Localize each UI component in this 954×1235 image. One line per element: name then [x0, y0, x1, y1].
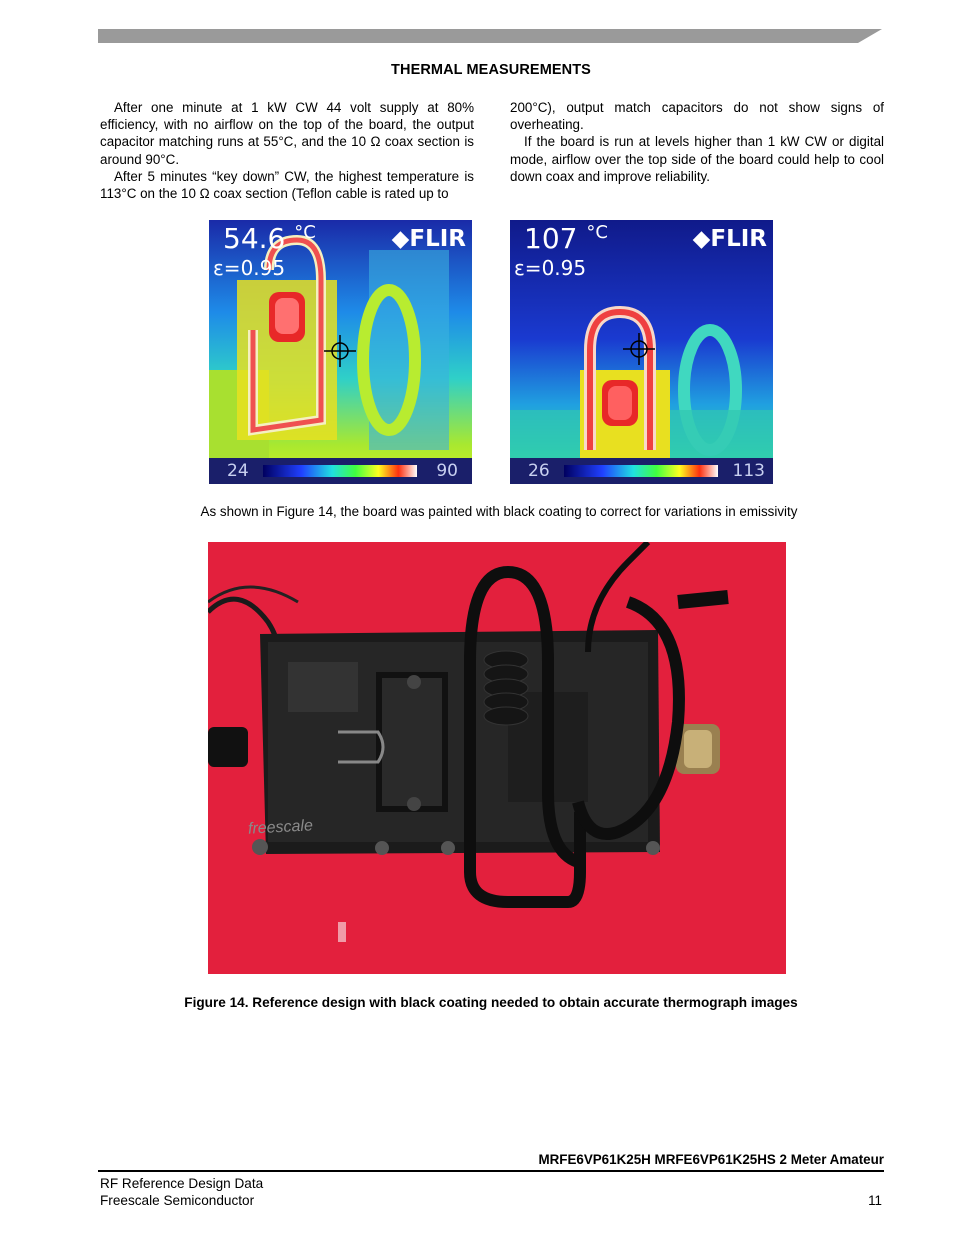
paragraph: 200°C), output match capacitors do not show signs of overheating.	[510, 100, 884, 133]
flir-diamond-icon: ◆	[391, 226, 410, 252]
header-bar	[98, 29, 882, 43]
footer-doc-title: MRFE6VP61K25H MRFE6VP61K25HS 2 Meter Amateur	[538, 1152, 884, 1167]
scale-min: 24	[227, 461, 249, 481]
flir-logo: ◆FLIR	[391, 226, 466, 252]
intro-caption: As shown in Figure 14, the board was painted with black coating to correct for variations in emissivity	[200, 504, 798, 519]
flir-logo: ◆FLIR	[692, 226, 767, 252]
right-column	[510, 99, 884, 185]
temperature-reading: 54.6 $^{^\circ C}$	[223, 222, 316, 255]
temperature-reading: 107 $^{^\circ C}$	[524, 222, 608, 255]
freescale-logo: freescale	[247, 817, 314, 838]
thermal-image-2	[510, 220, 773, 484]
emissivity-label: ε=0.95	[514, 256, 587, 280]
flir-diamond-icon: ◆	[692, 226, 711, 252]
board-photo	[208, 542, 786, 974]
emissivity-label: ε=0.95	[213, 256, 286, 280]
thermal-image-1	[209, 220, 472, 484]
scale-min: 26	[528, 461, 550, 481]
page-number: 11	[868, 1193, 882, 1208]
paragraph: If the board is run at levels higher than 1 kW CW or digital mode, airflow over the top side of the board could help to cool down coax and improve reliability.	[510, 134, 884, 184]
scale-max: 90	[436, 461, 458, 481]
footer-line-1: RF Reference Design Data	[100, 1176, 264, 1191]
footer-rule	[98, 1170, 884, 1172]
footer-line-2: Freescale Semiconductor	[100, 1192, 255, 1208]
paragraph: After one minute at 1 kW CW 44 volt supply at 80% efficiency, with no airflow on the top of the board, the output capacitor matching runs at 55°C, and the 10 Ω coax section is around 90°C.	[100, 100, 474, 167]
figure-caption: Figure 14. Reference design with black coating needed to obtain accurate thermograph images	[184, 995, 798, 1010]
section-title: THERMAL MEASUREMENTS	[391, 62, 591, 78]
left-column	[100, 99, 474, 202]
scale-max: 113	[732, 461, 765, 481]
paragraph: After 5 minutes “key down” CW, the highest temperature is 113°C on the 10 Ω coax section (Teflon cable is rated up to	[100, 168, 474, 202]
footer-left	[100, 1176, 263, 1209]
